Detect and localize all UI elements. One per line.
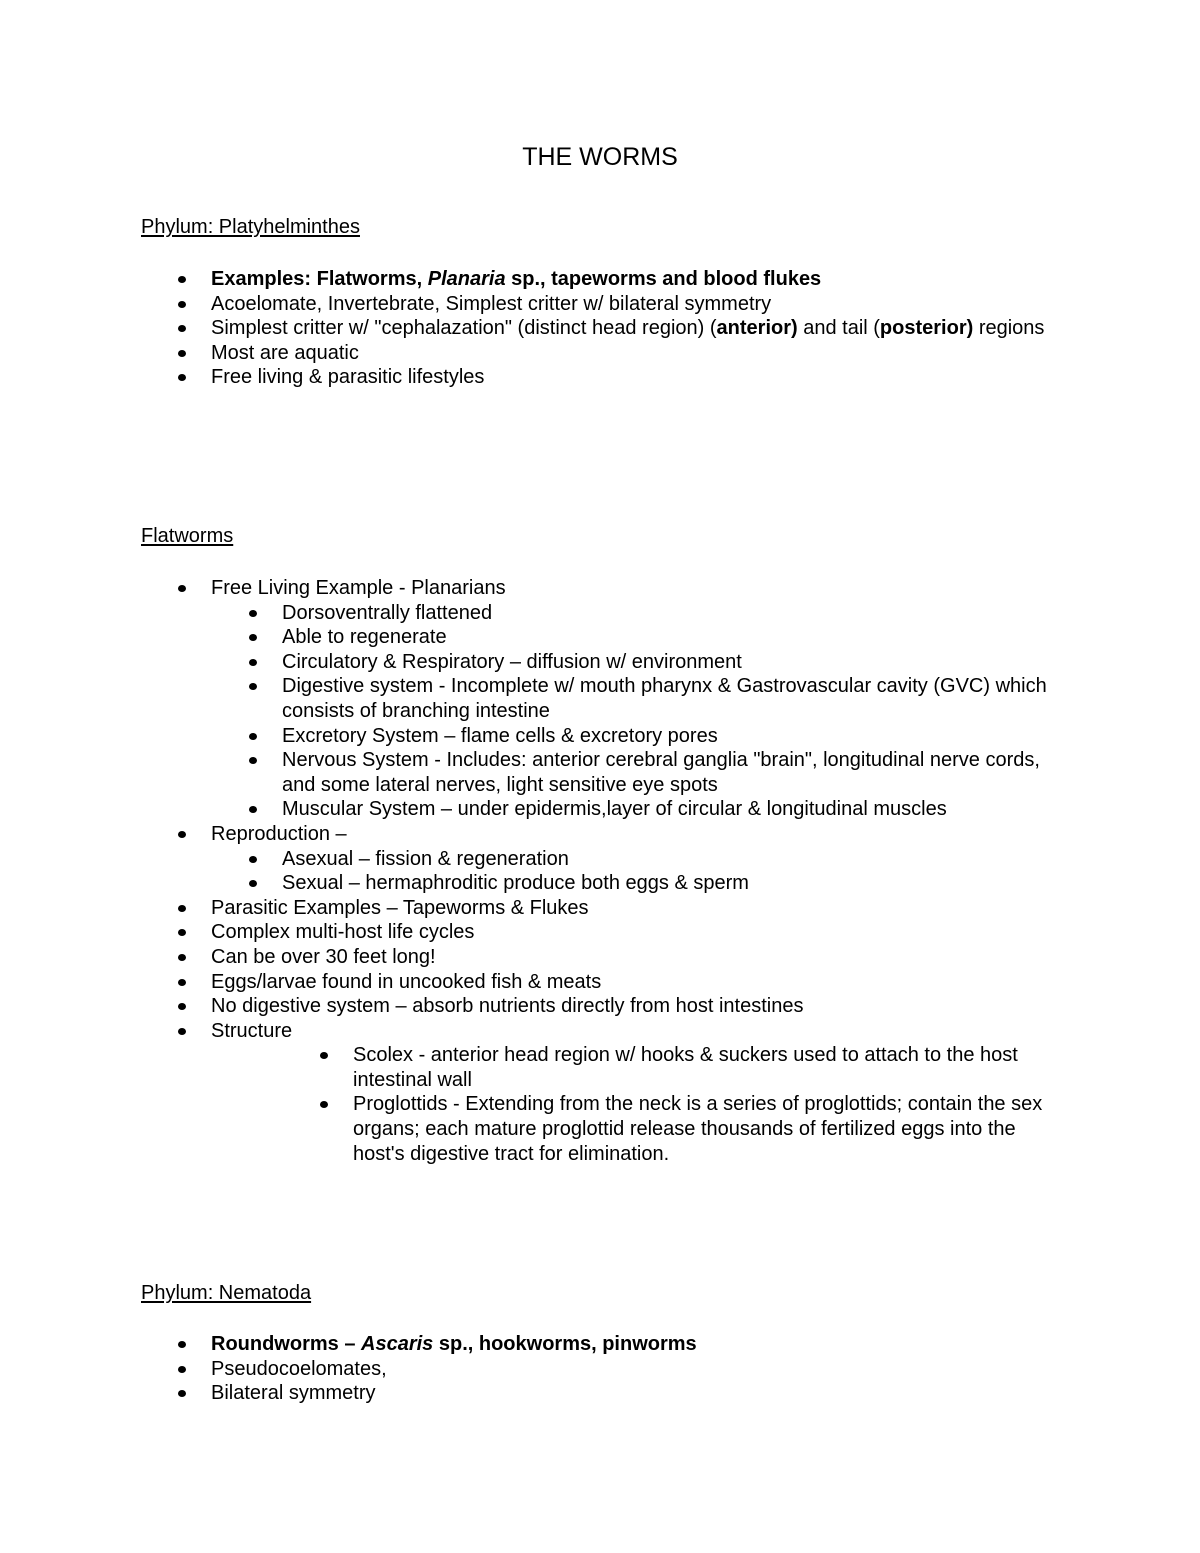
bullet-icon bbox=[178, 1028, 186, 1035]
platyhelminthes-list bbox=[211, 267, 1071, 390]
list-item: Proglottids - Extending from the neck is a series of proglottids; contain the sex organs; each mature proglottid release thousands of fertilized eggs into the host's digestive tract for elimination. bbox=[353, 1092, 1063, 1166]
list-item: Bilateral symmetry bbox=[211, 1381, 1071, 1406]
bullet-icon bbox=[178, 979, 186, 986]
list-item: Reproduction – Asexual – fission & regeneration Sexual – hermaphroditic produce both eggs & sperm bbox=[211, 822, 1071, 896]
bullet-icon bbox=[178, 1390, 186, 1397]
list-item: Asexual – fission & regeneration bbox=[282, 847, 1071, 872]
bullet-icon bbox=[178, 1003, 186, 1010]
list-item: Most are aquatic bbox=[211, 341, 1071, 366]
bullet-icon bbox=[178, 374, 186, 381]
list-item: Dorsoventrally flattened bbox=[282, 601, 1071, 626]
heading-platyhelminthes: Phylum: Platyhelminthes bbox=[141, 216, 360, 238]
heading-nematoda: Phylum: Nematoda bbox=[141, 1282, 312, 1304]
list-item: Examples: Flatworms, Planaria sp., tapeworms and blood flukes bbox=[211, 267, 1071, 292]
list-item: Sexual – hermaphroditic produce both eggs & sperm bbox=[282, 871, 1071, 896]
bullet-icon bbox=[178, 1366, 186, 1373]
list-item: Complex multi-host life cycles bbox=[211, 920, 1071, 945]
list-item: Excretory System – flame cells & excretory pores bbox=[282, 724, 1071, 749]
list-item: Free living & parasitic lifestyles bbox=[211, 365, 1071, 390]
flatworms-list bbox=[211, 576, 1071, 1166]
bullet-icon bbox=[249, 634, 257, 641]
list-item: Free Living Example - Planarians Dorsoventrally flattened Able to regenerate Circulatory & Respiratory – diffusion w/ environment Digestive system - Incomplete w/ mouth pharynx & Gastrovascular cavity (GVC) which consists of branching intestine Excretory System – flame cells & excretory pores Nervous System - Includes: anterior cerebral ganglia "brain", longitudinal nerve cords, and some lateral nerves, light sensitive eye spots Muscular System – under epidermis,layer of circular & longitudinal muscles bbox=[211, 576, 1071, 822]
list-item: Able to regenerate bbox=[282, 625, 1071, 650]
list-item: No digestive system – absorb nutrients directly from host intestines bbox=[211, 994, 1071, 1019]
bullet-icon bbox=[178, 905, 186, 912]
bullet-icon bbox=[178, 929, 186, 936]
bullet-icon bbox=[249, 856, 257, 863]
list-item: Nervous System - Includes: anterior cerebral ganglia "brain", longitudinal nerve cords, and some lateral nerves, light sensitive eye spots bbox=[282, 748, 1071, 797]
list-item: Acoelomate, Invertebrate, Simplest critter w/ bilateral symmetry bbox=[211, 292, 1071, 317]
reproduction-sublist bbox=[282, 847, 1071, 896]
bullet-icon bbox=[320, 1052, 328, 1059]
nematoda-list bbox=[211, 1332, 1071, 1406]
bullet-icon bbox=[178, 831, 186, 838]
bullet-icon bbox=[249, 733, 257, 740]
bullet-icon bbox=[249, 683, 257, 690]
bullet-icon bbox=[249, 880, 257, 887]
bullet-icon bbox=[178, 1341, 186, 1348]
bullet-icon bbox=[178, 276, 186, 283]
bullet-icon bbox=[178, 954, 186, 961]
bullet-icon bbox=[320, 1101, 328, 1108]
list-item: Scolex - anterior head region w/ hooks & suckers used to attach to the host intestinal wall bbox=[353, 1043, 1063, 1092]
bullet-icon bbox=[249, 610, 257, 617]
heading-flatworms: Flatworms bbox=[141, 525, 234, 547]
bullet-icon bbox=[249, 806, 257, 813]
list-item: Roundworms – Ascaris sp., hookworms, pinworms bbox=[211, 1332, 1071, 1357]
planarian-sublist bbox=[282, 601, 1071, 822]
bullet-icon bbox=[249, 659, 257, 666]
page-title: THE WORMS bbox=[522, 143, 678, 171]
list-item: Structure Scolex - anterior head region w/ hooks & suckers used to attach to the host intestinal wall Proglottids - Extending from the neck is a series of proglottids; contain the sex organs; each mature proglottid release thousands of fertilized eggs into the host's digestive tract for elimination. bbox=[211, 1019, 1071, 1167]
list-item: Muscular System – under epidermis,layer of circular & longitudinal muscles bbox=[282, 797, 1071, 822]
list-item: Circulatory & Respiratory – diffusion w/ environment bbox=[282, 650, 1071, 675]
bullet-icon bbox=[178, 325, 186, 332]
bullet-icon bbox=[178, 350, 186, 357]
list-item: Pseudocoelomates, bbox=[211, 1357, 1071, 1382]
structure-sublist bbox=[353, 1043, 1063, 1166]
list-item: Parasitic Examples – Tapeworms & Flukes bbox=[211, 896, 1071, 921]
bullet-icon bbox=[178, 301, 186, 308]
list-item: Simplest critter w/ "cephalazation" (distinct head region) (anterior) and tail (posterior) regions bbox=[211, 316, 1071, 341]
list-item: Digestive system - Incomplete w/ mouth pharynx & Gastrovascular cavity (GVC) which consists of branching intestine bbox=[282, 674, 1071, 723]
bullet-icon bbox=[178, 585, 186, 592]
list-item: Eggs/larvae found in uncooked fish & meats bbox=[211, 970, 1071, 995]
list-item: Can be over 30 feet long! bbox=[211, 945, 1071, 970]
bullet-icon bbox=[249, 757, 257, 764]
